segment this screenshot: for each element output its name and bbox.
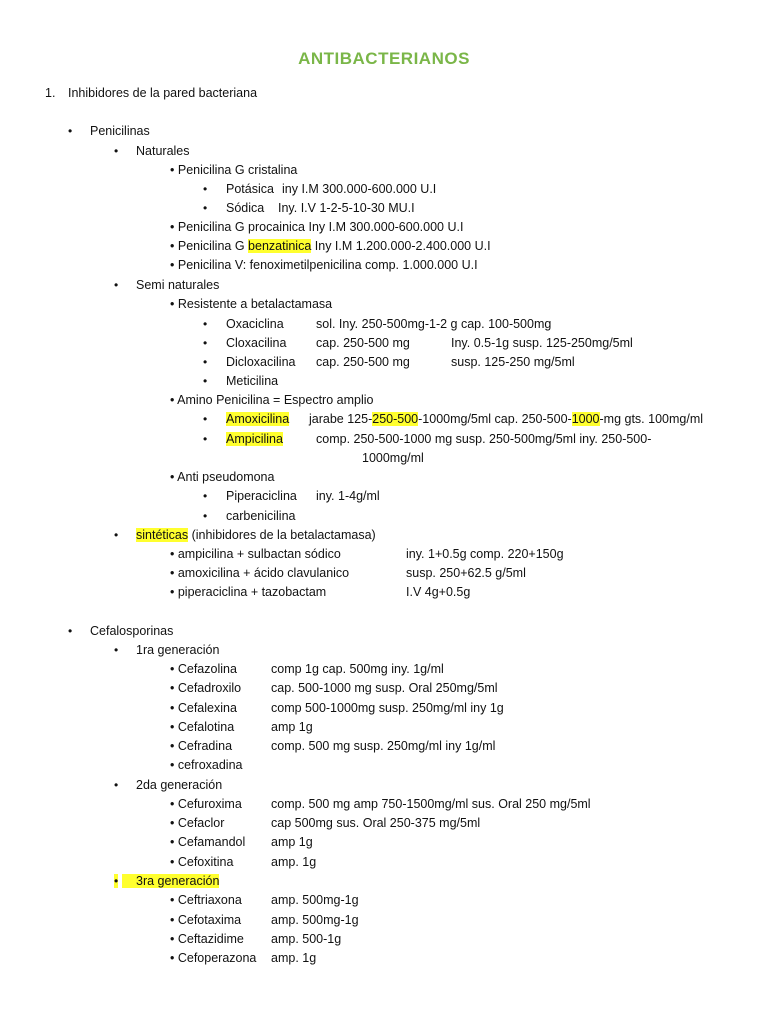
drug-name xyxy=(226,431,283,447)
drug-dose: comp. 500 mg susp. 250mg/ml iny 1g/ml xyxy=(271,739,496,753)
list-item: • Cefaclor xyxy=(170,816,225,830)
drug-name: Ceftazidime xyxy=(177,932,244,946)
drug-dose: cap. 500-1000 mg susp. Oral 250mg/5ml xyxy=(271,681,498,695)
list-item: • Cefuroxima xyxy=(170,797,242,811)
list-item: • Amino Penicilina = Espectro amplio xyxy=(170,393,374,407)
list-item-text: Amino Penicilina = Espectro amplio xyxy=(177,393,374,407)
bullet-icon: • xyxy=(203,412,208,426)
list-item: • Cefradina xyxy=(170,739,233,753)
drug-name: Meticilina xyxy=(226,374,279,388)
drug-dose: cap 500mg sus. Oral 250-375 mg/5ml xyxy=(271,816,481,830)
highlighted-text: 1000 xyxy=(571,412,600,426)
list-item: • Ceftazidime xyxy=(170,932,244,946)
drug-dose: sol. Iny. 250-500mg-1-2 g cap. 100-500mg xyxy=(316,317,552,331)
bullet-icon: • xyxy=(203,509,208,523)
list-item-text: amoxicilina + ácido clavulanico xyxy=(177,566,350,580)
dose-text: -1000mg/5ml cap. 250-500- xyxy=(418,412,572,426)
drug-dose: comp. 250-500-1000 mg susp. 250-500mg/5ml iny. 250-500- xyxy=(316,432,652,446)
list-item: • Anti pseudomona xyxy=(170,470,275,484)
bullet-icon: • xyxy=(114,278,119,292)
list-item: • Cefotaxima xyxy=(170,913,242,927)
bullet-icon: • xyxy=(203,201,208,215)
naturales-heading: Naturales xyxy=(136,144,190,158)
heading-text: (inhibidores de la betalactamasa) xyxy=(188,528,376,542)
bullet-icon: • xyxy=(203,489,208,503)
drug-name: Cefalexina xyxy=(177,701,237,715)
list-item-text: Penicilina G xyxy=(177,239,249,253)
gen3-heading xyxy=(122,873,219,889)
drug-name: Cefadroxilo xyxy=(177,681,242,695)
list-item-text: Penicilina G cristalina xyxy=(177,163,298,177)
drug-name: Oxaciclina xyxy=(226,317,284,331)
drug-name: Sódica xyxy=(226,201,265,215)
list-item: • Cefoxitina xyxy=(170,855,234,869)
drug-dose: comp 500-1000mg susp. 250mg/ml iny 1g xyxy=(271,701,504,715)
bullet-icon: • xyxy=(68,624,73,638)
drug-dose: susp. 125-250 mg/5ml xyxy=(451,355,575,369)
list-item-text: ampicilina + sulbactan sódico xyxy=(177,547,341,561)
drug-dose: cap. 250-500 mg xyxy=(316,336,410,350)
drug-name: Dicloxacilina xyxy=(226,355,296,369)
list-item: • piperaciclina + tazobactam xyxy=(170,585,327,599)
drug-dose: I.V 4g+0.5g xyxy=(406,585,471,599)
list-item: • amoxicilina + ácido clavulanico xyxy=(170,566,350,580)
list-item: • Cefalexina xyxy=(170,701,237,715)
highlighted-text: benzatinica xyxy=(248,239,312,253)
list-item: • Penicilina G benzatinica Iny I.M 1.200.000-2.400.000 U.I xyxy=(170,239,491,253)
drug-dose: amp. 500-1g xyxy=(271,932,342,946)
drug-dose: susp. 250+62.5 g/5ml xyxy=(406,566,526,580)
semi-naturales-heading: Semi naturales xyxy=(136,278,220,292)
list-item: • Cefadroxilo xyxy=(170,681,242,695)
drug-name: Cefotaxima xyxy=(177,913,242,927)
drug-dose: amp. 500mg-1g xyxy=(271,913,359,927)
drug-dose: comp 1g cap. 500mg iny. 1g/ml xyxy=(271,662,444,676)
list-item: • Penicilina G cristalina xyxy=(170,163,298,177)
drug-name: Cefoperazona xyxy=(177,951,257,965)
highlighted-text: 3ra generación xyxy=(122,874,219,888)
bullet-icon: • xyxy=(114,778,119,792)
gen2-heading: 2da generación xyxy=(136,778,223,792)
list-item: • Resistente a betalactamasa xyxy=(170,297,333,311)
list-item: • Cefoperazona xyxy=(170,951,257,965)
bullet-icon: • xyxy=(203,355,208,369)
highlighted-text: 250-500 xyxy=(372,412,419,426)
list-item-text: Penicilina V: fenoximetilpenicilina comp. 1.000.000 U.I xyxy=(177,258,478,272)
drug-dose: amp 1g xyxy=(271,720,313,734)
sinteticas-heading xyxy=(136,527,376,543)
drug-name: Piperaciclina xyxy=(226,489,297,503)
bullet-icon: • xyxy=(203,374,208,388)
drug-name: Cefazolina xyxy=(177,662,237,676)
drug-name: Ceftriaxona xyxy=(177,893,242,907)
drug-name: Cefuroxima xyxy=(177,797,242,811)
list-item: • ampicilina + sulbactan sódico xyxy=(170,547,341,561)
drug-name: Cefradina xyxy=(177,739,233,753)
dose-text: -mg gts. 100mg/ml xyxy=(599,412,704,426)
bullet-icon: • xyxy=(114,874,119,888)
list-item-text: piperaciclina + tazobactam xyxy=(177,585,327,599)
drug-dose: amp. 1g xyxy=(271,855,317,869)
cefalosporinas-heading: Cefalosporinas xyxy=(90,624,174,638)
drug-dose: amp. 1g xyxy=(271,951,317,965)
highlighted-text: Amoxicilina xyxy=(226,412,290,426)
list-item: • Penicilina G procainica Iny I.M 300.000-600.000 U.I xyxy=(170,220,464,234)
drug-name: Potásica xyxy=(226,182,274,196)
drug-name: Cefalotina xyxy=(177,720,235,734)
highlighted-text: Ampicilina xyxy=(226,432,283,446)
drug-name: cefroxadina xyxy=(177,758,243,772)
drug-dose: amp. 500mg-1g xyxy=(271,893,359,907)
list-item: • Cefamandol xyxy=(170,835,246,849)
list-item-text: Iny I.M 1.200.000-2.400.000 U.I xyxy=(311,239,491,253)
drug-dose: amp 1g xyxy=(271,835,313,849)
bullet-icon: • xyxy=(203,336,208,350)
highlighted-text: sintéticas xyxy=(136,528,189,542)
list-item-text: Anti pseudomona xyxy=(177,470,275,484)
drug-dose: iny. 1-4g/ml xyxy=(316,489,380,503)
penicilinas-heading: Penicilinas xyxy=(90,124,150,138)
drug-name: carbenicilina xyxy=(226,509,296,523)
list-item: • Cefazolina xyxy=(170,662,237,676)
list-item-text: Resistente a betalactamasa xyxy=(177,297,333,311)
dose-text: jarabe 125- xyxy=(309,412,373,426)
list-item-text: Penicilina G procainica Iny I.M 300.000-600.000 U.I xyxy=(177,220,464,234)
bullet-icon: • xyxy=(203,182,208,196)
drug-dose: cap. 250-500 mg xyxy=(316,355,410,369)
drug-dose: Iny. I.V 1-2-5-10-30 MU.I xyxy=(278,201,415,215)
bullet-icon: • xyxy=(114,528,119,542)
drug-dose: iny I.M 300.000-600.000 U.I xyxy=(282,182,437,196)
drug-dose xyxy=(309,411,703,427)
bullet-icon: • xyxy=(68,124,73,138)
section-heading: Inhibidores de la pared bacteriana xyxy=(68,86,258,100)
drug-name: Cloxacilina xyxy=(226,336,287,350)
document-title: ANTIBACTERIANOS xyxy=(298,49,470,68)
bullet-icon: • xyxy=(203,317,208,331)
list-item: • Penicilina V: fenoximetilpenicilina comp. 1.000.000 U.I xyxy=(170,258,478,272)
list-item: • Ceftriaxona xyxy=(170,893,242,907)
bullet-icon: • xyxy=(203,432,208,446)
drug-name xyxy=(226,411,289,427)
drug-name: Cefoxitina xyxy=(177,855,234,869)
section-number: 1. xyxy=(45,86,56,100)
drug-dose: Iny. 0.5-1g susp. 125-250mg/5ml xyxy=(451,336,633,350)
drug-dose: iny. 1+0.5g comp. 220+150g xyxy=(406,547,564,561)
bullet-icon: • xyxy=(114,643,119,657)
gen1-heading: 1ra generación xyxy=(136,643,220,657)
bullet-icon: • xyxy=(114,144,119,158)
list-item: • Cefalotina xyxy=(170,720,235,734)
drug-dose: comp. 500 mg amp 750-1500mg/ml sus. Oral 250 mg/5ml xyxy=(271,797,591,811)
drug-name: Cefaclor xyxy=(177,816,225,830)
drug-name: Cefamandol xyxy=(177,835,246,849)
drug-dose: 1000mg/ml xyxy=(362,451,424,465)
list-item: • cefroxadina xyxy=(170,758,243,772)
